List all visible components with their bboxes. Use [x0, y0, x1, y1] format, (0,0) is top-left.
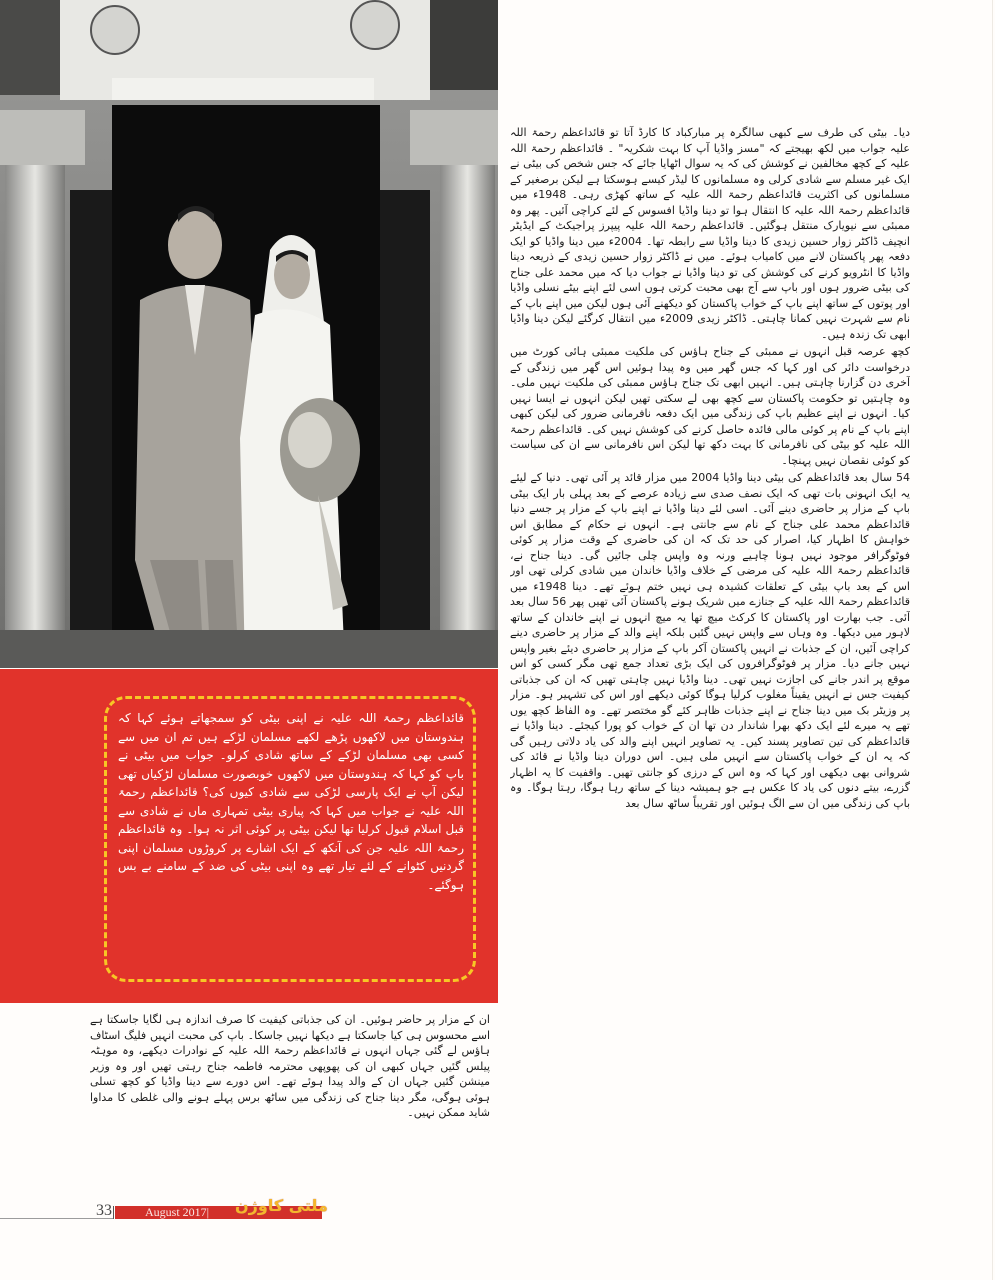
pillar-right [440, 165, 495, 668]
door-jamb-right [380, 190, 430, 668]
article-column-right [510, 125, 910, 1185]
article-paragraph: ان کے مزار پر حاضر ہوئیں۔ ان کی جذباتی کیفیت کا صرف اندازہ ہی لگایا جاسکتا ہے اسے محسوس ہی کیا جاسکتا ہے دیکھا نہیں جاسکا۔ باپ کی محبت انہیں فلیگ اسٹاف ہاؤس لے گئی جہاں انہوں نے قائداعظم رحمۃ اللہ علیہ کے نوادرات دیکھے، وہ موہٹہ پیلس گئیں جہاں کبھی ان کی پھوپھی محترمہ فاطمہ جناح رہتی تھیں اور وہ وزیر مینشن گئیں جہاں ان کے والد پیدا ہوئے تھے۔ اس دورے سے دینا واڈیا کو کچھ تسلی ہوئی ہوگی، مگر دینا جناح کی زندگی میں ساٹھ برس پہلے ہونے والی غلطی کا مداوا شاید ممکن نہیں۔ [90, 1013, 490, 1119]
magazine-logo: ملتی کاوژن [235, 1196, 328, 1215]
roundel-left [91, 6, 139, 54]
roundel-right [351, 1, 399, 49]
capital-right [410, 110, 498, 165]
pull-quote-text: قائداعظم رحمۃ اللہ علیہ نے اپنی بیٹی کو سمجھاتے ہوئے کہا کہ ہندوستان میں لاکھوں پڑھے لکھے مسلمان لڑکے ہیں تم ان میں سے کسی بھی مسلمان لڑکے کے ساتھ شادی کرلو۔ جواب میں بیٹی نے باپ کو کہا کہ ہندوستان میں لاکھوں خوبصورت مسلمان لڑکیاں تھی لیکن آپ نے ایک پارسی لڑکی سے شادی کیوں کی؟ قائداعظم رحمۃ اللہ علیہ نے جواب میں کہا کہ پیاری بیٹی تمہاری ماں نے شادی سے قبل اسلام قبول کرلیا تھا لیکن بیٹی پر کوئی اثر نہ ہوا۔ وہ قائداعظم رحمۃ اللہ علیہ جن کی آنکھ کے ایک اشارے پر کروڑوں مسلمان اپنی گردنیں کٹوانے کے لئے تیار تھے وہ اپنی بیٹی کی ضد کے سامنے بے بس ہوگئے۔ [118, 711, 464, 892]
pull-quote-box [0, 669, 498, 1003]
window-left [0, 0, 60, 95]
article-paragraph: 54 سال بعد قائداعظم کی بیٹی دینا واڈیا 2004 میں مزار قائد پر آئی تھی۔ دنیا کے لیئے یہ ایک انہونی بات تھی کہ ایک نصف صدی سے زیادہ عرصے کے بعد پہلی بار ایک بیٹی باپ کے مزار پر حاضری دینے آئی۔ اسی لئے دینا واڈیا نے اپنے باپ کے مزار پر جسے دنیا قائداعظم محمد علی جناح کے نام سے جانتی ہے۔ انہوں نے حکام کے مطابق اس خواہش کا اظہار کیا، اصرار کی حد تک کہ ان کی حاضری کے وقت مزار پر کوئی فوٹوگرافر موجود نہیں ہونا چاہیے ورنہ وہ واپس چلی جائیں گی۔ دینا جناح نے، قائداعظم رحمۃ اللہ علیہ کی مرضی کے خلاف واڈیا خاندان میں شادی کرلی تھی اور اس کے بعد باپ بیٹی کے تعلقات کشیدہ ہی نہیں ختم ہوئے تھے۔ دینا 1948ء میں قائداعظم رحمۃ اللہ علیہ کے جنازے میں شریک ہونے پاکستان آئی تھیں پھر 56 سال بعد آئی۔ جب بھارت اور پاکستان کا کرکٹ میچ تھا یہ میچ انہوں نے اپنے خاندان کے ساتھ لاہور میں دیکھا۔ وہ وہاں سے واپس نہیں گئیں بلکہ اپنے والد کے مزار پر حاضری دینے کراچی آئیں، ان کے جذبات نے انہیں پاکستان آکر باپ کے مزار پر حاضری دیئے بغیر واپس نہیں جانے دیا۔ مزار پر فوٹوگرافروں کی ایک بڑی تعداد جمع تھی مگر کسی کو اس موقع پر اندر جانے کی اجازت نہیں تھی۔ دینا واڈیا نہیں چاہتی تھیں کہ ان کی جذباتی کیفیت جس نے انہیں یقیناً مغلوب کرلیا ہوگا کوئی دیکھے اور اس کی تشہیر ہو۔ مزار پر وزیٹر بک میں دینا جناح نے اپنے جذبات ظاہر کئے گو مختصر تھے۔ وہ الفاظ کچھ یوں تھے یہ میرے لئے ایک دکھ بھرا شاندار دن تھا ان کے خواب کو پورا کیجئے۔ دینا واڈیا نے قائداعظم کی تین تصاویر پسند کیں۔ یہ تصاویر انہیں اپنے والد کی یاد دلاتی رہیں گی کہ یہ ان کے خواب پاکستان سے انہیں ملی ہیں۔ اس دوران دینا واڈیا نے قائد کی شروانی بھی دیکھی اور کہا کہ وہ اس کے درزی کو جانتی تھیں۔ واقفیت کا یہ اظہار گزرے، بیتے دنوں کی یاد کا عکس ہے جو ہمیشہ دینا کے ساتھ رہا ہوگا، رہتا ہوگا۔ وہ باپ کی زندگی میں ان سے الگ ہوئیں اور تقریباً ساٹھ سال بعد [510, 471, 910, 810]
pillar-left [5, 165, 65, 668]
lintel [112, 78, 374, 100]
door-jamb-left [70, 190, 112, 668]
page-edge [992, 0, 993, 1280]
footer-bar [115, 1196, 328, 1219]
window-right [430, 0, 498, 90]
steps [0, 630, 498, 668]
photo-illustration [0, 0, 498, 668]
article-column-left [90, 1012, 490, 1188]
page-number: 33 [96, 1202, 112, 1219]
wedding-photo [0, 0, 498, 668]
footer-separator [113, 1206, 114, 1219]
issue-date: August 2017| [145, 1205, 210, 1219]
article-paragraph: دیا۔ بیٹی کی طرف سے کبھی سالگرہ پر مبارکباد کا کارڈ آتا تو قائداعظم رحمۃ اللہ علیہ جواب میں لکھ بھیجتے کہ "مسز واڈیا آپ کا بہت شکریہ" ۔ قائداعظم رحمۃ اللہ علیہ کے کچھ مخالفین نے کوشش کی کہ یہ سوال اٹھایا جائے کہ جس شخص کی بیٹی نے ایک غیر مسلم سے شادی کرلی وہ مسلمانوں کا لیڈر کیسے ہوسکتا ہے لیکن برصغیر کے مسلمانوں کی اکثریت قائداعظم رحمۃ اللہ علیہ کے ساتھ کھڑی رہی۔ 1948ء میں قائداعظم رحمۃ اللہ علیہ کا انتقال ہوا تو دینا واڈیا افسوس کے لئے کراچی آئیں۔ پھر وہ ممبئی سے نیویارک منتقل ہوگئیں۔ قائداعظم رحمۃ اللہ علیہ پیپرز پراجیکٹ کے ایڈیٹر انچیف ڈاکٹر زوار حسین زیدی کا دینا واڈیا سے رابطہ تھا۔ 2004ء میں دینا واڈیا کو ایک دفعہ پھر پاکستان لانے میں کامیاب ہوئے۔ میں نے ڈاکٹر زوار حسین زیدی کے ذریعہ دینا واڈیا کا انٹرویو کرنے کی کوشش کی تو دینا واڈیا نے جواب دیا کہ میں محمد علی جناح کی بیٹی ضرور ہوں اور باپ سے آج بھی محبت کرتی ہوں اسی لئے اپنے بیٹے نسلی واڈیا اور پوتوں کے ساتھ اپنے باپ کے خواب پاکستان کو دیکھنے آئی ہوں لیکن میں اپنے باپ کے نام سے شہرت نہیں کمانا چاہتی۔ ڈاکٹر زیدی 2009ء میں انتقال کرگئے لیکن دینا واڈیا ابھی تک زندہ ہیں۔ [510, 126, 910, 341]
capital-left [0, 110, 85, 165]
article-paragraph: کچھ عرصہ قبل انہوں نے ممبئی کے جناح ہاؤس کی ملکیت ممبئی ہائی کورٹ میں درخواست دائر کی اور کہا کہ جس گھر میں وہ پیدا ہوئیں اس گھر میں زندگی کے آخری دن گزارنا چاہتی ہیں۔ انہیں ابھی تک جناح ہاؤس ممبئی کی ملکیت نہیں ملی۔ وہ چاہتیں تو حکومت پاکستان سے کچھ بھی لے سکتی تھیں لیکن انہوں نے ایسا نہیں کیا۔ انہوں نے اپنے عظیم باپ کی زندگی میں ایک دفعہ نافرمانی ضرور کی لیکن کبھی اپنے باپ کے نام پر کوئی مالی فائدہ حاصل کرنے کی کوشش نہیں کی۔ قائداعظم رحمۃ اللہ علیہ کو بیٹی کی نافرمانی کا بہت دکھ تھا لیکن اس نافرمانی سے ان کی سیاست کو کوئی نقصان نہیں پہنچا۔ [510, 345, 910, 467]
